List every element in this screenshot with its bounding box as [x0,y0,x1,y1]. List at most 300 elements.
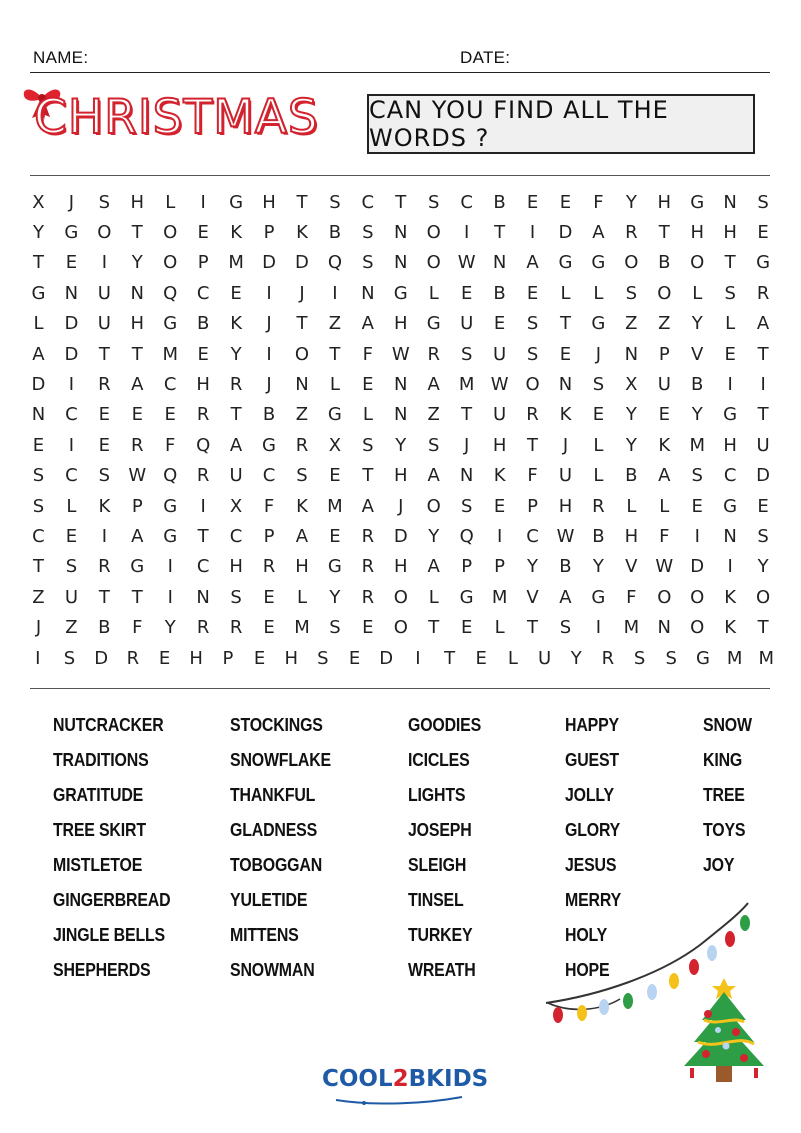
grid-letter: I [167,586,173,608]
grid-letter: E [253,647,266,669]
grid-letter: D [262,252,276,274]
grid-letter: O [657,586,672,608]
grid-letter: H [196,374,210,396]
grid-letter: S [757,191,769,213]
grid-letter: C [32,525,45,547]
grid-letter: L [593,465,604,487]
word-list-item: HAPPY [565,714,619,735]
grid-letter: J [398,495,404,517]
grid-row [22,400,782,430]
grid-letter: M [623,617,640,639]
logo-swoosh-icon [334,1094,464,1106]
grid-letter: U [64,586,78,608]
grid-letter: I [101,525,107,547]
grid-letter: S [329,191,341,213]
grid-letter: T [32,252,44,274]
grid-letter: G [591,313,606,335]
grid-letter: S [691,465,703,487]
grid-letter: G [393,282,408,304]
grid-letter: G [31,282,46,304]
grid-letter: I [35,647,41,669]
grid-row [22,552,782,582]
grid-letter: Y [164,617,176,639]
grid-letter: N [196,586,210,608]
grid-bottom-rule [30,688,770,689]
grid-letter: M [491,586,508,608]
grid-letter: A [427,556,440,578]
grid-letter: A [658,465,671,487]
grid-letter: L [593,434,604,456]
grid-letter: E [460,617,473,639]
grid-letter: G [64,222,79,244]
grid-letter: M [327,495,343,517]
grid-letter: Y [329,586,341,608]
grid-letter: T [757,617,769,639]
grid-letter: E [658,404,670,426]
grid-letter: A [32,343,45,365]
grid-letter: I [727,556,733,578]
grid-letter: N [295,374,309,396]
grid-letter: H [189,647,203,669]
grid-letter: T [296,313,308,335]
grid-letter: L [593,282,604,304]
grid-letter: F [626,586,637,608]
cool2bkids-logo [322,1066,489,1106]
subtitle-box [367,94,755,154]
grid-letter: L [560,282,571,304]
grid-letter: E [362,617,374,639]
grid-row [22,309,782,339]
grid-letter: R [131,434,144,456]
word-list-item: TREE SKIRT [53,819,146,840]
grid-letter: Y [757,556,769,578]
grid-letter: T [362,465,374,487]
word-list-item: JESUS [565,854,617,875]
grid-letter: E [65,525,78,547]
grid-letter: I [464,222,470,244]
grid-letter: Y [625,434,637,456]
grid-letter: S [665,647,677,669]
grid-letter: J [464,434,470,456]
grid-letter: I [727,374,733,396]
grid-letter: Z [328,313,342,335]
grid-letter: U [558,465,573,487]
grid-letter: E [32,434,45,456]
grid-letter: N [394,252,408,274]
grid-letter: T [197,525,209,547]
grid-letter: S [32,465,45,487]
grid-letter: N [723,525,737,547]
grid-letter: Z [625,313,638,335]
grid-letter: G [695,647,710,669]
grid-letter: O [163,252,178,274]
grid-letter: K [230,313,242,335]
grid-letter: E [757,222,769,244]
grid-letter: I [68,374,75,396]
grid-letter: S [526,313,539,335]
grid-letter: W [391,343,410,365]
grid-letter: X [32,191,45,213]
grid-letter: L [329,374,340,396]
grid-letter: D [31,374,46,396]
grid-row [22,217,782,247]
word-column-3 [408,712,493,992]
grid-letter: S [460,495,473,517]
grid-letter: L [692,282,703,304]
grid-letter: O [393,617,408,639]
grid-letter: I [101,252,107,274]
grid-letter: W [457,252,476,274]
word-list-item: GINGERBREAD [53,889,171,910]
grid-letter: M [228,252,244,274]
grid-letter: S [32,495,45,517]
grid-letter: H [130,191,145,213]
name-label: NAME: [33,48,89,67]
subtitle: CAN YOU FIND ALL THE WORDS ? [369,96,669,152]
grid-letter: N [361,282,375,304]
grid-letter: S [362,434,374,456]
grid-letter: H [394,465,408,487]
grid-letter: R [229,617,243,639]
grid-letter: E [131,404,143,426]
grid-letter: U [460,313,474,335]
grid-letter: T [444,647,456,669]
grid-letter: A [131,374,144,396]
grid-letter: S [724,282,736,304]
grid-letter: E [362,374,374,396]
grid-letter: K [493,465,506,487]
grid-letter: S [98,465,111,487]
grid-letter: S [230,586,242,608]
word-list-item: JOSEPH [408,819,472,840]
grid-letter: Q [163,282,178,304]
grid-letter: U [97,313,111,335]
grid-letter: X [229,495,243,517]
grid-letter: G [327,556,342,578]
grid-letter: B [625,465,638,487]
grid-letter: R [526,404,539,426]
grid-letter: U [493,343,507,365]
grid-letter: R [98,374,111,396]
grid-letter: B [592,525,605,547]
grid-row [22,339,782,369]
title-block [20,80,365,160]
grid-letter: Y [230,343,242,365]
grid-letter: C [163,374,177,396]
grid-letter: O [97,222,112,244]
date-label: DATE: [460,48,511,67]
grid-letter: I [68,434,75,456]
word-list-item: GRATITUDE [53,784,144,805]
grid-letter: G [327,404,342,426]
grid-letter: A [427,374,440,396]
word-list-item: SNOW [703,714,752,735]
grid-letter: D [558,222,573,244]
word-list-item: WREATH [408,959,476,980]
word-list-item: TOBOGGAN [230,854,323,875]
grid-letter: G [591,586,606,608]
grid-letter: C [460,191,473,213]
grid-letter: P [197,252,209,274]
grid-letter: B [328,222,342,244]
word-list-item: KING [703,749,743,770]
grid-letter: X [328,434,342,456]
grid-letter: L [66,495,77,517]
grid-letter: Y [395,434,407,456]
grid-letter: K [559,404,572,426]
grid-letter: P [658,343,670,365]
grid-letter: H [130,313,145,335]
grid-letter: W [490,374,509,396]
grid-letter: L [165,191,176,213]
grid-letter: L [33,313,44,335]
grid-letter: R [592,495,605,517]
grid-letter: T [527,617,539,639]
grid-row [22,187,782,217]
grid-letter: D [64,343,79,365]
grid-letter: H [295,556,309,578]
grid-letter: R [229,374,243,396]
grid-letter: F [527,465,538,487]
grid-letter: H [723,222,737,244]
grid-row [22,643,782,673]
grid-letter: N [492,252,507,274]
grid-letter: J [266,313,272,335]
grid-letter: I [332,282,338,304]
grid-letter: R [126,647,140,669]
grid-letter: F [659,525,670,547]
grid-letter: K [724,586,737,608]
grid-letter: T [131,222,143,244]
grid-letter: N [459,465,474,487]
grid-letter: J [595,343,602,365]
grid-letter: D [756,465,771,487]
grid-letter: M [758,647,775,669]
grid-letter: J [299,282,305,304]
grid-letter: E [526,191,539,213]
word-list-item: SLEIGH [408,854,467,875]
grid-letter: S [98,191,111,213]
grid-letter: G [459,586,474,608]
grid-letter: S [633,647,646,669]
grid-letter: U [537,647,552,669]
grid-letter: N [31,404,46,426]
grid-letter: T [559,313,571,335]
word-column-2 [230,712,347,992]
grid-letter: W [556,525,575,547]
grid-letter: C [361,191,375,213]
grid-letter: L [626,495,637,517]
grid-letter: Z [65,617,78,639]
word-list-item: TRADITIONS [53,749,149,770]
grid-letter: R [98,556,111,578]
grid-letter: N [64,282,79,304]
grid-letter: R [601,647,615,669]
grid-letter: Y [592,556,604,578]
grid-letter: T [428,617,440,639]
grid-letter: G [163,495,178,517]
grid-letter: H [229,556,243,578]
word-column-1 [53,712,190,992]
grid-letter: L [659,495,670,517]
grid-letter: A [295,525,309,547]
word-list-item: JINGLE BELLS [53,924,165,945]
grid-row [22,369,782,399]
grid-letter: K [658,434,671,456]
grid-letter: U [657,374,671,396]
grid-letter: M [689,434,705,456]
grid-letter: H [723,434,737,456]
grid-letter: Y [32,222,44,244]
grid-letter: E [724,343,736,365]
grid-letter: N [558,374,573,396]
grid-letter: Z [427,404,440,426]
grid-letter: R [295,434,309,456]
christmas-tree-icon [678,972,770,1090]
grid-letter: J [266,374,272,396]
logo-part-1: COOL [322,1066,393,1092]
grid-letter: K [296,222,308,244]
word-list-item: MITTENS [230,924,299,945]
grid-letter: S [65,556,78,578]
word-list-item: SNOWMAN [230,959,315,980]
grid-letter: S [526,343,539,365]
grid-letter: R [262,556,276,578]
grid-letter: E [65,252,78,274]
grid-letter: B [493,191,506,213]
grid-letter: H [394,556,408,578]
grid-letter: S [428,191,440,213]
word-list-item: SHEPHERDS [53,959,151,980]
grid-letter: I [200,191,206,213]
grid-letter: B [658,252,671,274]
grid-row [22,430,782,460]
grid-letter: R [196,617,210,639]
grid-letter: T [230,404,242,426]
grid-letter: H [558,495,573,517]
grid-letter: G [723,495,738,517]
grid-letter: H [262,191,276,213]
word-list-item: HOPE [565,959,610,980]
word-list-item: STOCKINGS [230,714,323,735]
grid-letter: O [294,343,310,365]
grid-letter: T [131,343,143,365]
grid-letter: R [361,556,375,578]
grid-letter: C [526,525,539,547]
grid-letter: B [691,374,704,396]
grid-letter: Y [527,556,539,578]
grid-letter: Y [625,404,637,426]
grid-letter: H [284,647,298,669]
grid-letter: I [529,222,536,244]
grid-letter: B [98,617,111,639]
grid-letter: L [428,282,439,304]
word-search-grid [22,187,782,673]
grid-letter: I [266,343,272,365]
grid-letter: B [262,404,276,426]
grid-letter: L [362,404,373,426]
grid-letter: P [527,495,538,517]
grid-letter: T [131,586,143,608]
grid-letter: N [723,191,737,213]
grid-letter: C [196,556,210,578]
grid-letter: T [494,222,506,244]
grid-letter: G [756,252,771,274]
grid-letter: G [130,556,145,578]
grid-letter: S [757,525,769,547]
grid-letter: I [496,525,503,547]
grid-letter: E [98,434,111,456]
grid-letter: A [592,222,605,244]
grid-letter: Z [295,404,309,426]
grid-letter: R [361,586,375,608]
grid-letter: I [760,374,766,396]
grid-letter: S [317,647,329,669]
grid-letter: M [458,374,475,396]
grid-letter: T [757,343,769,365]
grid-letter: C [65,465,78,487]
grid-letter: A [427,465,440,487]
grid-letter: E [197,343,209,365]
grid-row [22,612,782,642]
word-list-item: MERRY [565,889,622,910]
grid-letter: O [426,495,441,517]
grid-letter: E [460,282,473,304]
grid-letter: P [131,495,143,517]
grid-letter: H [690,222,704,244]
grid-letter: T [658,222,670,244]
grid-letter: A [526,252,539,274]
grid-letter: H [492,434,507,456]
grid-letter: M [726,647,743,669]
grid-letter: F [263,495,275,517]
grid-row [22,582,782,612]
grid-letter: E [757,495,769,517]
grid-letter: U [493,404,507,426]
grid-letter: G [229,191,244,213]
grid-letter: D [295,252,309,274]
grid-letter: P [263,222,275,244]
grid-letter: D [393,525,408,547]
grid-letter: L [725,313,736,335]
grid-letter: V [526,586,539,608]
grid-letter: C [262,465,276,487]
grid-letter: E [230,282,242,304]
grid-letter: E [164,404,176,426]
grid-letter: E [263,586,275,608]
grid-letter: R [625,222,638,244]
grid-letter: T [98,586,110,608]
grid-letter: Z [32,586,45,608]
grid-row [22,248,782,278]
grid-letter: W [655,556,674,578]
grid-letter: F [593,191,604,213]
grid-letter: G [262,434,276,456]
grid-letter: T [395,191,407,213]
grid-letter: S [362,222,374,244]
grid-letter: E [559,343,572,365]
grid-letter: D [64,313,79,335]
grid-letter: B [559,556,572,578]
grid-letter: K [230,222,242,244]
grid-letter: E [348,647,361,669]
grid-letter: T [32,556,44,578]
grid-letter: G [163,313,178,335]
grid-letter: A [361,495,374,517]
grid-letter: I [415,647,421,669]
grid-letter: E [475,647,487,669]
grid-letter: V [691,343,704,365]
